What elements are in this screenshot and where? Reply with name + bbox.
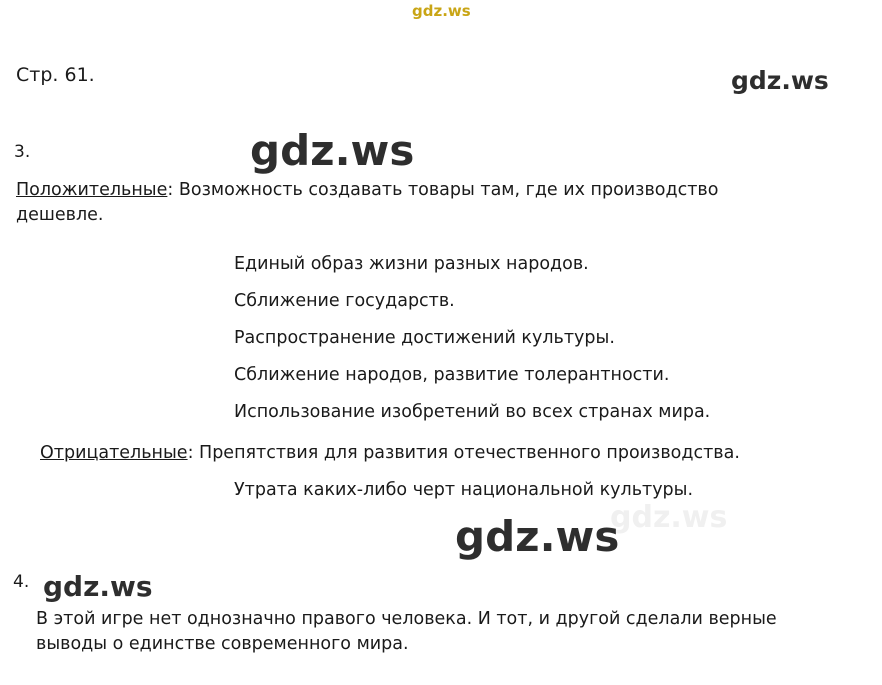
negative-paragraph [40, 441, 875, 466]
positive-list-item: Сближение народов, развитие толерантности. [234, 365, 670, 385]
watermark-center-lower: gdz.ws [455, 512, 620, 561]
positive-list-item: Распространение достижений культуры. [234, 328, 615, 348]
item-number-3: 3. [14, 142, 31, 162]
positive-list-item: Использование изобретений во всех странах мира. [234, 402, 711, 422]
item-4-line1: В этой игре нет однозначно правого человека. И тот, и другой сделали верные [36, 609, 777, 629]
positive-list-item: Сближение государств. [234, 291, 455, 311]
item-4-paragraph [36, 607, 872, 658]
watermark-top: gdz.ws [412, 2, 471, 20]
positive-first-tail: дешевле. [16, 205, 104, 226]
positive-label: Положительные [16, 180, 168, 200]
negative-label: Отрицательные [40, 443, 188, 463]
positive-paragraph [16, 178, 869, 229]
positive-list-item: Единый образ жизни разных народов. [234, 254, 589, 274]
watermark-center-upper: gdz.ws [250, 126, 415, 175]
negative-text: : Препятствия для развития отечественного производства. [187, 443, 740, 463]
watermark-left-lower: gdz.ws [43, 570, 153, 603]
watermark-right: gdz.ws [731, 66, 829, 95]
positive-first-line: Возможность создавать товары там, где их производство [178, 180, 719, 200]
negative-list-item: Утрата каких-либо черт национальной культуры. [234, 480, 694, 500]
watermark-faint: gdz.ws [610, 500, 728, 535]
page-label: Стр. 61. [16, 64, 95, 86]
positive-colon: : [167, 180, 179, 200]
item-4-line2: выводы о единстве современного мира. [36, 634, 409, 655]
item-number-4: 4. [13, 572, 30, 592]
